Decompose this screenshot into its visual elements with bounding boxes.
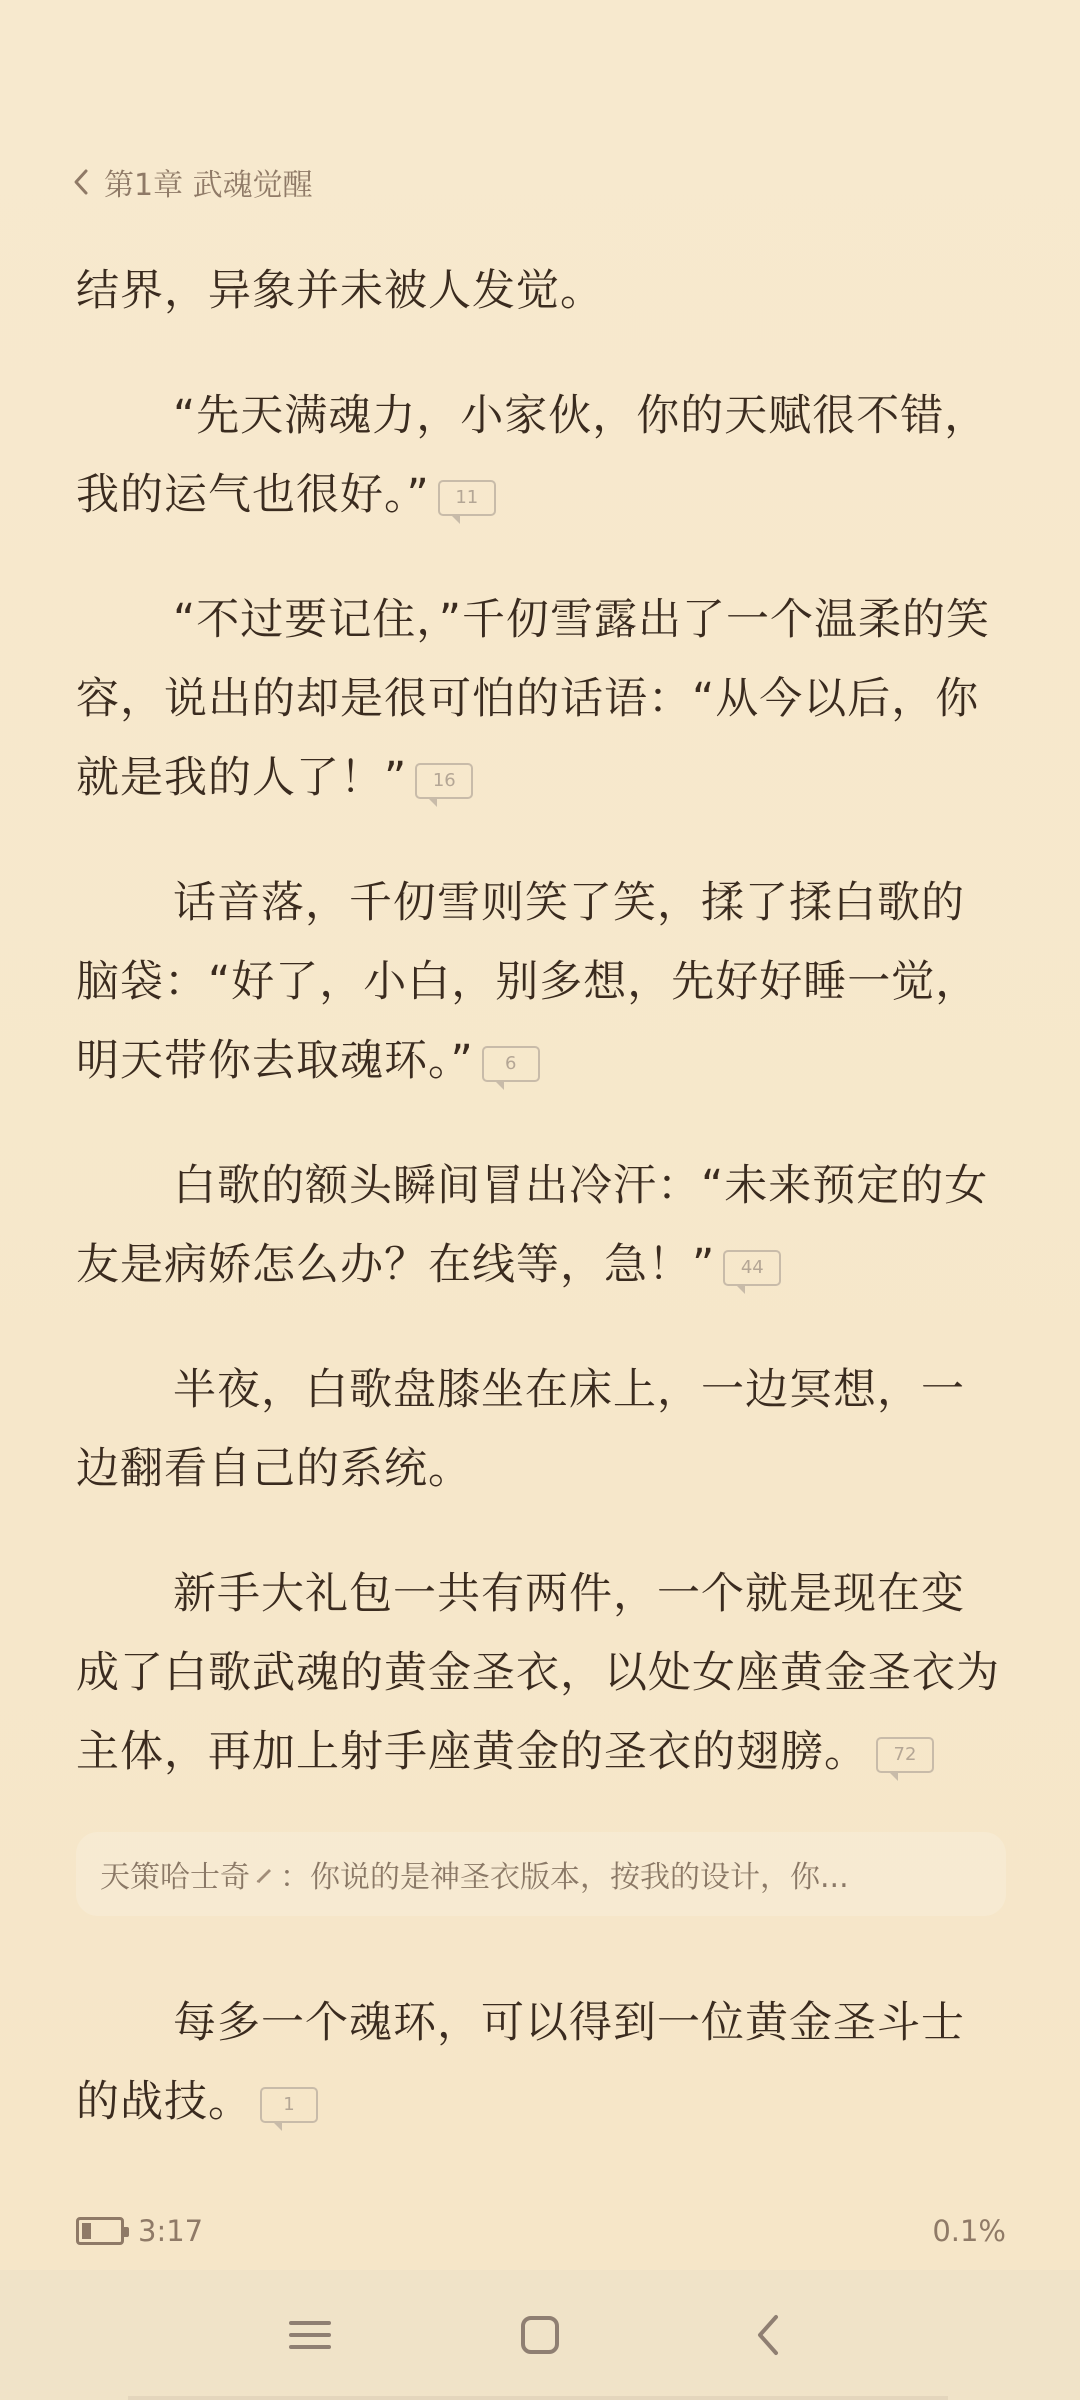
status-time: 3:17: [138, 2214, 204, 2248]
battery-fill: [82, 2223, 91, 2239]
battery-icon: [76, 2217, 124, 2245]
back-button[interactable]: [738, 2305, 798, 2365]
paragraph: [76, 1351, 1006, 1509]
comment-count-badge[interactable]: 72: [876, 1737, 934, 1773]
paragraph-text: 结界，异象并未被人发觉。: [76, 266, 604, 316]
comment-text: ：你说的是神圣衣版本，按我的设计，你...: [280, 1860, 849, 1895]
paragraph: [76, 1147, 1006, 1305]
home-button[interactable]: [510, 2305, 570, 2365]
paragraph-list-after-comment: [76, 1984, 1006, 2142]
back-icon: [752, 2313, 784, 2357]
paragraph-text: 白歌的额头瞬间冒出冷汗：“未来预定的女友是病娇怎么办？在线等，急！”: [76, 1161, 989, 1290]
gesture-line: [128, 2396, 948, 2400]
paragraph-list: [76, 252, 1006, 1792]
paragraph-text: 话音落，千仞雪则笑了笑，揉了揉白歌的脑袋：“好了，小白，别多想，先好好睡一觉，明天带你去取魂环。”: [76, 878, 980, 1086]
paragraph: [76, 252, 1006, 331]
paragraph: [76, 1555, 1006, 1792]
chapter-content[interactable]: [76, 252, 1006, 2188]
paragraph-text: “不过要记住，”千仞雪露出了一个温柔的笑容，说出的却是很可怕的话语：“从今以后，你就是我的人了！”: [76, 595, 991, 803]
paragraph-text: 半夜，白歌盘膝坐在床上，一边冥想，一边翻看自己的系统。: [76, 1365, 965, 1494]
navigation-bar: [0, 2270, 1080, 2400]
comment-banner[interactable]: [76, 1832, 1006, 1916]
paragraph: [76, 377, 1006, 535]
chapter-header[interactable]: [70, 160, 313, 204]
home-icon: [519, 2314, 561, 2356]
pen-icon: [254, 1864, 274, 1884]
paragraph-text: 新手大礼包一共有两件，一个就是现在变成了白歌武魂的黄金圣衣，以处女座黄金圣衣为主体，再加上射手座黄金的圣衣的翅膀。: [76, 1569, 1000, 1777]
comment-count-badge[interactable]: 11: [438, 480, 496, 516]
back-chevron-icon: [70, 167, 92, 197]
status-progress: 0.1%: [932, 2214, 1006, 2248]
comment-count-badge[interactable]: 16: [415, 763, 473, 799]
menu-icon: [289, 2317, 331, 2353]
paragraph: [76, 581, 1006, 818]
comment-count-badge[interactable]: 6: [482, 1046, 540, 1082]
menu-button[interactable]: [280, 2305, 340, 2365]
paragraph: [76, 1984, 1006, 2142]
comment-count-badge[interactable]: 1: [260, 2087, 318, 2123]
comment-count-badge[interactable]: 44: [723, 1250, 781, 1286]
comment-author: 天策哈士奇: [100, 1860, 250, 1895]
chapter-title: 第1章 武魂觉醒: [104, 168, 313, 203]
paragraph-text: 每多一个魂环，可以得到一位黄金圣斗士的战技。: [76, 1998, 965, 2127]
status-left: [76, 2212, 203, 2250]
paragraph-text: “先天满魂力，小家伙，你的天赋很不错，我的运气也很好。”: [76, 391, 989, 520]
paragraph: [76, 864, 1006, 1101]
